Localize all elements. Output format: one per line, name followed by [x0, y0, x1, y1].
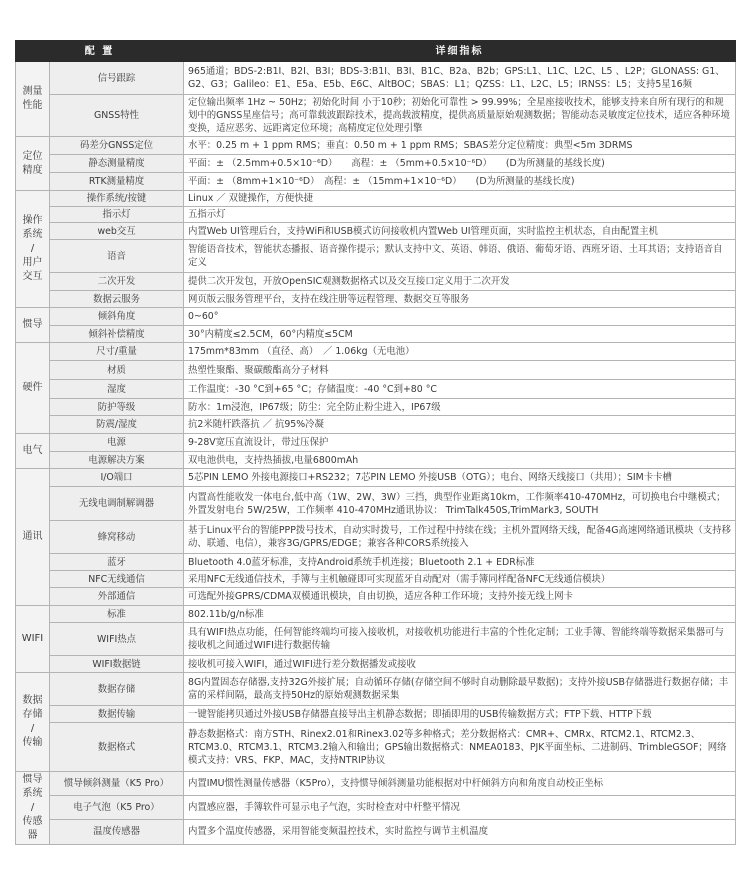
category-cell: 惯导 系统 / 传感器 — [16, 772, 50, 845]
spec-value-cell: 5芯PIN LEMO 外接电源接口+RS232；7芯PIN LEMO 外接USB（OTG）；电台、网络天线接口（共用）；SIM卡卡槽 — [184, 469, 736, 487]
table-row — [16, 521, 736, 554]
table-row — [16, 95, 736, 137]
table-row — [16, 343, 736, 361]
table-row — [16, 273, 736, 291]
spec-value-cell: 一键智能拷贝通过外接USB存储器直接导出主机静态数据；即插即用的USB传输数据方式；FTP下载、HTTP下载 — [184, 706, 736, 723]
spec-name-cell: 湿度 — [50, 380, 184, 399]
table-row — [16, 308, 736, 326]
spec-name-cell: 蓝牙 — [50, 554, 184, 571]
spec-name-cell: 数据格式 — [50, 723, 184, 772]
table-row — [16, 487, 736, 521]
spec-name-cell: 静态测量精度 — [50, 155, 184, 173]
table-row — [16, 795, 736, 819]
category-cell: 数据 存储 / 传输 — [16, 673, 50, 772]
spec-value-cell: 内置Web UI管理后台，支持WiFi和USB模式访问接收机内置Web UI管理页面，实时监控主机状态，自由配置主机 — [184, 223, 736, 240]
table-row — [16, 673, 736, 706]
spec-name-cell: 防震/湿度 — [50, 416, 184, 434]
category-cell: 测量 性能 — [16, 62, 50, 137]
table-row — [16, 326, 736, 343]
header-detail: 详细指标 — [184, 41, 736, 62]
spec-name-cell: 二次开发 — [50, 273, 184, 291]
spec-value-cell: 五指示灯 — [184, 207, 736, 223]
spec-name-cell: 信号跟踪 — [50, 62, 184, 95]
spec-name-cell: 材质 — [50, 361, 184, 380]
table-row — [16, 606, 736, 623]
spec-name-cell: 指示灯 — [50, 207, 184, 223]
spec-name-cell: 倾斜补偿精度 — [50, 326, 184, 343]
spec-value-cell: 内置IMU惯性测量传感器（K5Pro），支持惯导倾斜测量功能根据对中杆倾斜方向和角度自动校正坐标 — [184, 772, 736, 796]
spec-value-cell: 水平：0.25 m + 1 ppm RMS；垂直：0.50 m + 1 ppm RMS；SBAS差分定位精度：典型<5m 3DRMS — [184, 137, 736, 155]
spec-value-cell: 内置感应器，手簿软件可显示电子气泡，实时检查对中杆整平情况 — [184, 795, 736, 819]
table-row — [16, 819, 736, 844]
table-row — [16, 399, 736, 416]
category-cell: 惯导 — [16, 308, 50, 343]
spec-value-cell: 双电池供电，支持热插拔,电量6800mAh — [184, 452, 736, 469]
spec-value-cell: 智能语音技术，智能状态播报、语音操作提示；默认支持中文、英语、韩语、俄语、葡萄牙语、西班牙语、土耳其语；支持语音自定义 — [184, 240, 736, 273]
table-row — [16, 571, 736, 588]
spec-value-cell: 平面：± （8mm+1×10⁻⁶D） 高程：± （15mm+1×10⁻⁶D） (D为所测量的基线长度) — [184, 173, 736, 191]
spec-name-cell: 操作系统/按键 — [50, 191, 184, 207]
spec-value-cell: 175mm*83mm （直径、高） ／ 1.06kg（无电池） — [184, 343, 736, 361]
spec-value-cell: 0~60° — [184, 308, 736, 326]
table-row — [16, 173, 736, 191]
table-row — [16, 554, 736, 571]
category-cell: 电气 — [16, 434, 50, 469]
table-row — [16, 469, 736, 487]
spec-name-cell: 电源 — [50, 434, 184, 452]
spec-name-cell: 码差分GNSS定位 — [50, 137, 184, 155]
table-row — [16, 380, 736, 399]
spec-name-cell: 数据传输 — [50, 706, 184, 723]
table-row — [16, 723, 736, 772]
spec-name-cell: I/O端口 — [50, 469, 184, 487]
spec-name-cell: 数据存储 — [50, 673, 184, 706]
category-cell: 操作 系统 / 用户 交互 — [16, 191, 50, 308]
spec-value-cell: 平面：± （2.5mm+0.5×10⁻⁶D） 高程：± （5mm+0.5×10⁻⁶D） (D为所测量的基线长度) — [184, 155, 736, 173]
spec-value-cell: 基于Linux平台的智能PPP拨号技术，自动实时拨号，工作过程中持续在线；主机外置网络天线，配备4G高速网络通讯模块（支持移动、联通、电信），兼容3G/GPRS/EDGE；兼容各种CORS系统接入 — [184, 521, 736, 554]
spec-name-cell: WIFI热点 — [50, 623, 184, 656]
spec-name-cell: 无线电调制解调器 — [50, 487, 184, 521]
spec-value-cell: 965通道；BDS-2:B1I、B2I、B3I；BDS-3:B1I、B3I、B1C、B2a、B2b；GPS:L1、L1C、L2C、L5 、L2P；GLONASS: G1、G2、G3；Galileo：E1、E5a、E5b、E6C、AltBOC；SBAS：L1；QZSS：L1、L2C、L5；IRNSS：L5；支持5星16频 — [184, 62, 736, 95]
spec-value-cell: Bluetooth 4.0蓝牙标准，支持Android系统手机连接；Bluetooth 2.1 + EDR标准 — [184, 554, 736, 571]
spec-value-cell: 具有WIFI热点功能，任何智能终端均可接入接收机，对接收机功能进行丰富的个性化定制；工业手簿、智能终端等数据采集器可与接收机之间通过WIFI进行数据传输 — [184, 623, 736, 656]
spec-value-cell: 工作温度：-30 °C到+65 °C；存储温度：-40 °C到+80 °C — [184, 380, 736, 399]
table-row — [16, 623, 736, 656]
table-row — [16, 416, 736, 434]
spec-name-cell: 防护等级 — [50, 399, 184, 416]
spec-name-cell: 电源解决方案 — [50, 452, 184, 469]
spec-name-cell: 温度传感器 — [50, 819, 184, 844]
spec-value-cell: 定位输出频率 1Hz ~ 50Hz；初始化时间 小于10秒；初始化可靠性 > 99.99%；全星座接收技术，能够支持来自所有现行的和规划中的GNSS星座信号；高可靠载波跟踪技术，提高载波精度，提供高质量原始观测数据；智能动态灵敏度定位技术，适应各种环境变换，适应恶劣、远距离定位环境；高精度定位处理引擎 — [184, 95, 736, 137]
spec-name-cell: 电子气泡（K5 Pro） — [50, 795, 184, 819]
spec-name-cell: NFC无线通信 — [50, 571, 184, 588]
table-row — [16, 155, 736, 173]
spec-value-cell: 可选配外接GPRS/CDMA双模通讯模块，自由切换，适应各种工作环境；支持外接无线上网卡 — [184, 588, 736, 606]
table-row — [16, 361, 736, 380]
category-cell: 定位 精度 — [16, 137, 50, 191]
spec-value-cell: 30°内精度≤2.5CM，60°内精度≤5CM — [184, 326, 736, 343]
spec-value-cell: 9-28V宽压直流设计，带过压保护 — [184, 434, 736, 452]
spec-name-cell: 惯导倾斜测量（K5 Pro） — [50, 772, 184, 796]
table-row — [16, 588, 736, 606]
spec-name-cell: 数据云服务 — [50, 291, 184, 308]
spec-value-cell: 接收机可接入WIFI，通过WIFI进行差分数据播发或接收 — [184, 656, 736, 673]
spec-value-cell: 网页版云服务管理平台，支持在线注册等远程管理、数据交互等服务 — [184, 291, 736, 308]
spec-name-cell: 尺寸/重量 — [50, 343, 184, 361]
spec-table — [15, 40, 736, 845]
table-row — [16, 452, 736, 469]
table-row — [16, 240, 736, 273]
spec-name-cell: web交互 — [50, 223, 184, 240]
table-row — [16, 223, 736, 240]
category-cell: 硬件 — [16, 343, 50, 434]
spec-name-cell: RTK测量精度 — [50, 173, 184, 191]
table-row — [16, 207, 736, 223]
table-row — [16, 62, 736, 95]
spec-name-cell: 倾斜角度 — [50, 308, 184, 326]
spec-value-cell: 内置高性能收发一体电台,低中高（1W、2W、3W）三挡，典型作业距离10km，工作频率410-470MHz，可切换电台中继模式；外置发射电台 5W/25W，工作频率 410-470MHz通讯协议： TrimTalk450S,TrimMark3, SOUTH — [184, 487, 736, 521]
spec-name-cell: WIFI数据链 — [50, 656, 184, 673]
spec-value-cell: 提供二次开发包，开放OpenSIC观测数据格式以及交互接口定义用于二次开发 — [184, 273, 736, 291]
spec-name-cell: 外部通信 — [50, 588, 184, 606]
spec-value-cell: 热塑性聚酯、聚碳酸酯高分子材料 — [184, 361, 736, 380]
category-cell: 通讯 — [16, 469, 50, 606]
spec-value-cell: 静态数据格式：南方STH、Rinex2.01和Rinex3.02等多种格式；差分数据格式：CMR+、CMRx、RTCM2.1、RTCM2.3、RTCM3.0、RTCM3.1、RTCM3.2输入和输出；GPS输出数据格式：NMEA0183、PJK平面坐标、二进制码、TrimbleGSOF；网络模式支持：VRS、FKP、MAC，支持NTRIP协议 — [184, 723, 736, 772]
spec-value-cell: 采用NFC无线通信技术，手簿与主机触碰即可实现蓝牙自动配对（需手簿同样配备NFC无线通信模块） — [184, 571, 736, 588]
table-row — [16, 434, 736, 452]
table-row — [16, 291, 736, 308]
table-row — [16, 772, 736, 796]
spec-value-cell: Linux ／ 双键操作，方便快捷 — [184, 191, 736, 207]
spec-name-cell: 语音 — [50, 240, 184, 273]
table-header-row — [16, 41, 736, 62]
spec-value-cell: 8G内置固态存储器,支持32G外接扩展；自动循环存储(存储空间不够时自动删除最早数据)；支持外接USB存储器进行数据存储；丰富的采样间隔，最高支持50Hz的原始观测数据采集 — [184, 673, 736, 706]
spec-value-cell: 内置多个温度传感器，采用智能变频温控技术，实时监控与调节主机温度 — [184, 819, 736, 844]
header-config: 配 置 — [16, 41, 184, 62]
spec-name-cell: 标准 — [50, 606, 184, 623]
spec-value-cell: 802.11b/g/n标准 — [184, 606, 736, 623]
spec-name-cell: 蜂窝移动 — [50, 521, 184, 554]
spec-value-cell: 抗2米随杆跌落抗 ／ 抗95%冷凝 — [184, 416, 736, 434]
table-row — [16, 656, 736, 673]
spec-value-cell: 防水：1m浸泡，IP67级；防尘：完全防止粉尘进入，IP67级 — [184, 399, 736, 416]
table-row — [16, 137, 736, 155]
spec-sheet — [15, 40, 735, 845]
category-cell: WIFI — [16, 606, 50, 673]
spec-name-cell: GNSS特性 — [50, 95, 184, 137]
table-row — [16, 706, 736, 723]
table-row — [16, 191, 736, 207]
